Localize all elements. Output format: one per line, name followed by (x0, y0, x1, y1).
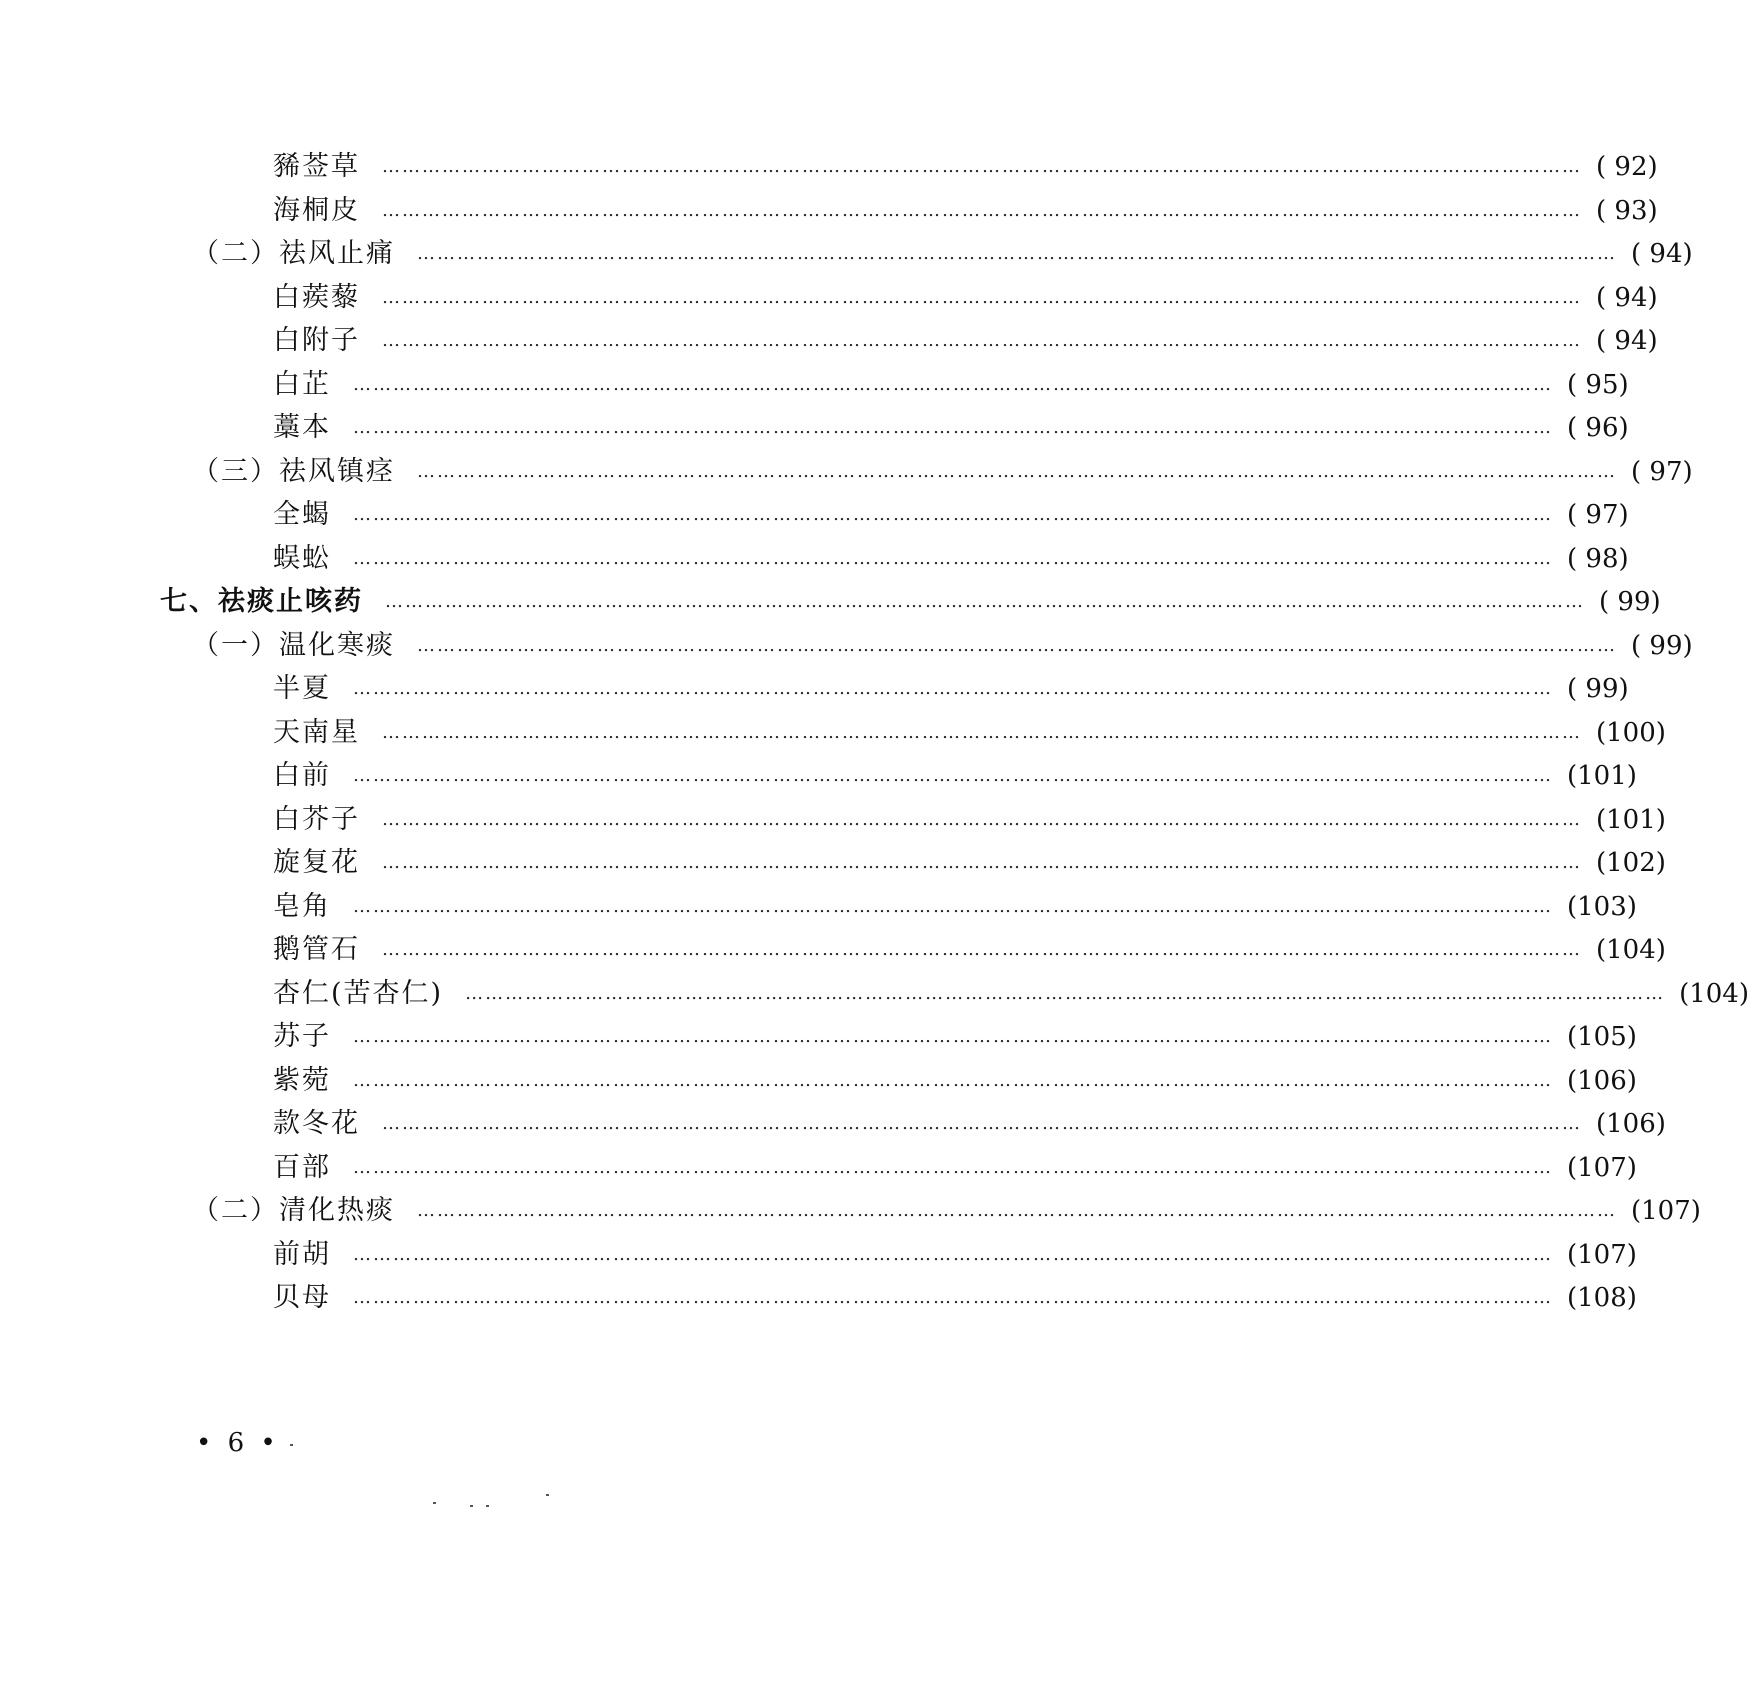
toc-entry-title: 白附子 (273, 325, 360, 356)
toc-entry-title: 藁本 (273, 412, 331, 443)
dot-leader: ……………………………………………………………………………………………………………………………………………………………… (353, 1156, 1553, 1178)
toc-entry-title: 前胡 (273, 1238, 331, 1270)
toc-row-content (273, 147, 1658, 187)
scan-speck (433, 1502, 436, 1504)
scan-speck (290, 1444, 293, 1446)
toc-subsection-row (0, 452, 1693, 492)
toc-row-content (192, 626, 1693, 666)
toc-row-content (273, 887, 1637, 927)
toc-entry-title: 杏仁(苦杏仁) (273, 977, 444, 1009)
toc-item-row (0, 278, 1658, 318)
toc-entry-title: （一）温化寒痰 (192, 629, 395, 661)
dot-leader: ……………………………………………………………………………………………………………………………………………………………… (382, 199, 1582, 221)
dot-leader: ……………………………………………………………………………………………………………………………………………………………… (417, 634, 1617, 656)
dot-leader: ……………………………………………………………………………………………………………………………………………………………… (382, 156, 1582, 177)
dot-leader: ……………………………………………………………………………………………………………………………………………………………… (353, 547, 1553, 569)
toc-subsection-row (0, 626, 1693, 666)
toc-entry-title: 紫菀 (273, 1064, 331, 1096)
toc-subsection-row (0, 234, 1693, 274)
toc-entry-page: (100) (1596, 717, 1666, 748)
toc-row-content (273, 669, 1629, 709)
toc-entry-page: (108) (1567, 1283, 1637, 1313)
toc-item-row (0, 887, 1637, 927)
toc-row-content (273, 321, 1658, 361)
dot-leader: ……………………………………………………………………………………………………………………………………………………………… (417, 1200, 1617, 1221)
toc-row-content (273, 1104, 1666, 1144)
dot-leader: ……………………………………………………………………………………………………………………………………………………………… (353, 1069, 1553, 1091)
toc-item-row (0, 191, 1658, 231)
toc-row-content (273, 191, 1658, 231)
toc-entry-page: ( 99) (1567, 674, 1629, 704)
toc-row-content (273, 974, 1749, 1014)
toc-entry-page: ( 97) (1567, 500, 1629, 530)
toc-item-row (0, 930, 1666, 970)
toc-entry-title: 天南星 (273, 716, 360, 748)
dot-leader: ……………………………………………………………………………………………………………………………………………………………… (382, 852, 1582, 873)
dot-leader: ……………………………………………………………………………………………………………………………………………………………… (382, 808, 1582, 830)
dot-leader: ……………………………………………………………………………………………………………………………………………………………… (382, 939, 1582, 960)
toc-entry-title: 旋复花 (273, 847, 360, 878)
toc-entry-page: (107) (1567, 1239, 1637, 1270)
toc-entry-page: ( 99) (1599, 587, 1661, 617)
dot-leader: ……………………………………………………………………………………………………………………………………………………………… (353, 504, 1553, 525)
toc-entry-page: (106) (1567, 1065, 1637, 1096)
dot-leader: ……………………………………………………………………………………………………………………………………………………………… (353, 895, 1553, 917)
toc-row-content (273, 1148, 1637, 1188)
toc-entry-page: ( 99) (1631, 630, 1693, 661)
toc-row-content (192, 1191, 1701, 1231)
dot-leader: ……………………………………………………………………………………………………………………………………………………………… (465, 982, 1666, 1004)
toc-entry-title: 全蝎 (273, 499, 331, 530)
toc-row-content (273, 278, 1658, 318)
dot-leader: ……………………………………………………………………………………………………………………………………………………………… (353, 1026, 1553, 1047)
toc-row-content (273, 756, 1637, 796)
toc-entry-page: ( 92) (1596, 152, 1658, 182)
dot-leader: ……………………………………………………………………………………………………………………………………………………………… (417, 243, 1617, 264)
toc-entry-page: (101) (1567, 761, 1637, 791)
dot-leader: ……………………………………………………………………………………………………………………………………………………………… (353, 678, 1553, 699)
toc-item-row (0, 974, 1749, 1014)
toc-row-content (273, 539, 1629, 579)
toc-entry-page: ( 95) (1567, 369, 1629, 400)
toc-item-row (0, 1061, 1637, 1101)
dot-leader: ……………………………………………………………………………………………………………………………………………………………… (353, 417, 1553, 438)
toc-section-row (0, 582, 1661, 622)
toc-entry-title: 鹅管石 (273, 934, 360, 965)
toc-row-content (273, 365, 1629, 405)
toc-entry-title: 贝母 (273, 1282, 331, 1313)
toc-row-content (273, 843, 1666, 883)
scan-speck (486, 1505, 489, 1507)
toc-entry-page: ( 98) (1567, 543, 1629, 574)
toc-entry-page: (104) (1596, 935, 1666, 965)
toc-entry-page: ( 96) (1567, 413, 1629, 443)
toc-entry-page: (103) (1567, 891, 1637, 922)
toc-item-row (0, 495, 1629, 535)
dot-leader: ……………………………………………………………………………………………………………………………………………………………… (353, 765, 1553, 786)
toc-item-row (0, 539, 1629, 579)
toc-entry-title: （三）祛风镇痉 (192, 455, 395, 487)
toc-item-row (0, 365, 1629, 405)
toc-entry-title: （二）祛风止痛 (192, 238, 395, 269)
toc-subsection-row (0, 1191, 1701, 1231)
toc-row-content (273, 495, 1629, 535)
toc-entry-page: (104) (1679, 978, 1749, 1009)
toc-item-row (0, 147, 1658, 187)
toc-entry-page: (102) (1596, 848, 1666, 878)
toc-entry-title: 蜈蚣 (273, 542, 331, 574)
toc-row-content (273, 408, 1629, 448)
toc-item-row (0, 713, 1666, 753)
dot-leader: ……………………………………………………………………………………………………………………………………………………………… (353, 373, 1553, 395)
toc-entry-page: (107) (1567, 1152, 1637, 1183)
dot-leader: ……………………………………………………………………………………………………………………………………………………………… (382, 721, 1582, 743)
toc-item-row (0, 1104, 1666, 1144)
toc-row-content (273, 1235, 1637, 1275)
toc-row-content (273, 1017, 1637, 1057)
toc-row-content (160, 582, 1661, 622)
toc-item-row (0, 321, 1658, 361)
toc-entry-page: ( 94) (1596, 326, 1658, 356)
toc-item-row (0, 669, 1629, 709)
dot-leader: ……………………………………………………………………………………………………………………………………………………………… (385, 591, 1585, 612)
toc-entry-page: ( 94) (1596, 282, 1658, 313)
dot-leader: ……………………………………………………………………………………………………………………………………………………………… (353, 1243, 1553, 1265)
toc-entry-page: (101) (1596, 804, 1666, 835)
toc-row-content (273, 1061, 1637, 1101)
toc-entry-title: 七、祛痰止咳药 (160, 586, 363, 617)
toc-entry-title: 皂角 (273, 890, 331, 922)
toc-row-content (273, 713, 1666, 753)
dot-leader: ……………………………………………………………………………………………………………………………………………………………… (382, 1113, 1582, 1134)
toc-row-content (273, 1278, 1637, 1318)
toc-item-row (0, 843, 1666, 883)
dot-leader: ……………………………………………………………………………………………………………………………………………………………… (353, 1287, 1553, 1308)
toc-entry-page: (105) (1567, 1022, 1637, 1052)
toc-entry-title: 海桐皮 (273, 194, 360, 226)
toc-entry-title: 白芷 (273, 368, 331, 400)
toc-entry-page: ( 97) (1631, 456, 1693, 487)
dot-leader: ……………………………………………………………………………………………………………………………………………………………… (382, 286, 1582, 308)
toc-entry-page: (107) (1631, 1196, 1701, 1226)
scan-speck (470, 1505, 473, 1507)
toc-entry-title: 白蒺藜 (273, 281, 360, 313)
page-number: • 6 • (196, 1428, 280, 1458)
dot-leader: ……………………………………………………………………………………………………………………………………………………………… (382, 330, 1582, 351)
toc-entry-title: 豨莶草 (273, 151, 360, 182)
scan-speck (546, 1494, 549, 1496)
toc-entry-title: 白芥子 (273, 803, 360, 835)
toc-entry-title: （二）清化热痰 (192, 1195, 395, 1226)
toc-entry-title: 半夏 (273, 673, 331, 704)
toc-entry-title: 白前 (273, 760, 331, 791)
toc-item-row (0, 756, 1637, 796)
toc-entry-title: 苏子 (273, 1021, 331, 1052)
toc-row-content (273, 930, 1666, 970)
dot-leader: ……………………………………………………………………………………………………………………………………………………………… (417, 460, 1617, 482)
toc-item-row (0, 1278, 1637, 1318)
toc-entry-page: (106) (1596, 1109, 1666, 1139)
toc-entry-title: 款冬花 (273, 1108, 360, 1139)
toc-entry-page: ( 94) (1631, 239, 1693, 269)
toc-entry-page: ( 93) (1596, 195, 1658, 226)
toc-item-row (0, 1148, 1637, 1188)
toc-item-row (0, 408, 1629, 448)
toc-item-row (0, 1235, 1637, 1275)
toc-item-row (0, 800, 1666, 840)
toc-row-content (192, 452, 1693, 492)
toc-row-content (192, 234, 1693, 274)
toc-item-row (0, 1017, 1637, 1057)
toc-entry-title: 百部 (273, 1151, 331, 1183)
toc-row-content (273, 800, 1666, 840)
